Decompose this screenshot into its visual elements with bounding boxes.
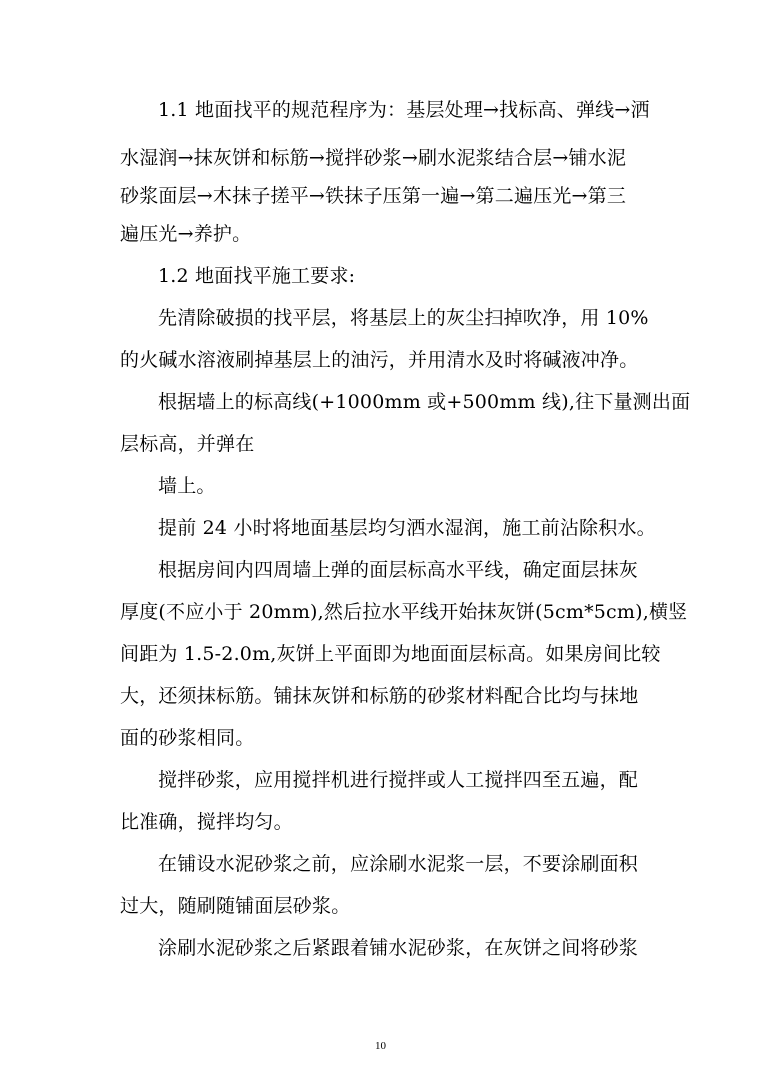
text-line: 根据墙上的标高线(+1000mm 或+500mm 线),往下量测出面 [158, 391, 691, 413]
text-line: 1.1 地面找平的规范程序为：基层处理→找标高、弹线→洒 [158, 99, 650, 121]
text-line: 先清除破损的找平层，将基层上的灰尘扫掉吹净，用 10% [158, 307, 649, 329]
text-line: 搅拌砂浆，应用搅拌机进行搅拌或人工搅拌四至五遍，配 [158, 769, 639, 791]
text-line: 墙上。 [158, 475, 216, 497]
text-line: 比准确，搅拌均匀。 [120, 811, 293, 833]
text-line: 提前 24 小时将地面基层均匀洒水湿润，施工前沾除积水。 [158, 517, 656, 539]
text-line: 的火碱水溶液刷掉基层上的油污，并用清水及时将碱液冲净。 [120, 349, 639, 371]
text-line: 遍压光→养护。 [120, 223, 252, 245]
text-line: 大，还须抹标筋。铺抹灰饼和标筋的砂浆材料配合比均与抹地 [120, 685, 639, 707]
text-line: 在铺设水泥砂浆之前，应涂刷水泥浆一层，不要涂刷面积 [158, 853, 639, 875]
text-line: 水湿润→抹灰饼和标筋→搅拌砂浆→刷水泥浆结合层→铺水泥 [120, 147, 627, 169]
text-line: 面的砂浆相同。 [120, 727, 255, 749]
text-line: 根据房间内四周墙上弹的面层标高水平线，确定面层抹灰 [158, 559, 639, 581]
text-line: 砂浆面层→木抹子搓平→铁抹子压第一遍→第二遍压光→第三 [120, 185, 627, 207]
section-heading: 1.2 地面找平施工要求: [158, 265, 356, 287]
page-number: 10 [375, 1040, 386, 1052]
text-line: 层标高，并弹在 [120, 433, 255, 455]
text-line: 过大，随刷随铺面层砂浆。 [120, 895, 351, 917]
text-line: 间距为 1.5-2.0m,灰饼上平面即为地面面层标高。如果房间比较 [120, 643, 661, 665]
text-line: 厚度(不应小于 20mm),然后拉水平线开始抹灰饼(5cm*5cm),横竖 [120, 601, 688, 623]
text-line: 涂刷水泥砂浆之后紧跟着铺水泥砂浆，在灰饼之间将砂浆 [158, 937, 639, 959]
